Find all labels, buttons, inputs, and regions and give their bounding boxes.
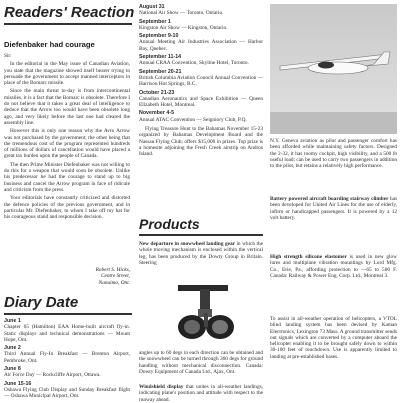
snowwheel-text: in which the whole moving mechanism is enclosed within the vertical leg, has been produced by the Dowty Group in Britain. Steering xyxy=(139,241,263,266)
products-heading: Products xyxy=(139,216,200,232)
products-paragraph-3 xyxy=(139,384,263,403)
schedule-entry xyxy=(139,33,263,52)
windshield-text: that unites in all-weather landings, indicating plane's position and attitude with respect to the runway ahead. xyxy=(139,384,263,403)
schedule-date: November 4-5 xyxy=(139,110,175,117)
readers-heading-rule xyxy=(4,23,132,25)
letter-paragraph: Your editorials have constantly criticized and distorted the defence policies of the previous government, and in particular Mr. Diefenbaker, to whom I take off my hat for his courageous stand and responsible decision. xyxy=(4,195,130,221)
snowwheel-landing-gear-photo xyxy=(148,283,258,343)
diary-entry xyxy=(4,318,130,343)
schedule-text: Annual Meeting Air Industries Association — Harbor Bay, Quebec. xyxy=(139,39,263,52)
diary-entry xyxy=(4,345,130,364)
letter-body xyxy=(4,53,130,222)
diary-heading: Diary Date xyxy=(4,294,79,311)
schedule-entry xyxy=(139,4,263,17)
snowwheel-headline: New departure in snowwheel landing gear xyxy=(139,241,235,247)
schedule-entry xyxy=(139,90,263,109)
schedule-text: Annual CRAA Convention, Skyline Hotel, Toronto. xyxy=(139,60,249,67)
schedule-entry xyxy=(139,110,263,123)
schedule-text: Canadian Aeronautics and Space Exhibition — Queen Elizabeth Hotel, Montreal. xyxy=(139,95,263,109)
letter-paragraph: However this is only one reason why the Avro Arrow was not purchased by the government; the other being that the tremendous cost of the program represented hundreds of millions of dollars of cancellation would have placed a great tax burden upon the people of Canada. xyxy=(4,128,130,160)
diary-text: Chapter 65 (Hamilton) EAA Home-built aircraft fly-in. Static displays and technical demonstrations — Mount Hope, Ont. xyxy=(4,324,130,343)
glider-photo xyxy=(270,4,397,134)
diary-heading-rule xyxy=(4,313,132,315)
schedule-text: Kingston Air Show — Kingston, Ontario. xyxy=(139,24,228,31)
vtol-paragraph: To assist in all-weather operation of helicopters, a VTOL blind landing system has been devised by Kaman Electronics, Lexington 73 Mass. A ground transmitter sends out signals which are converted by a computer aboard the helicopter enabling it to be brought safely down to within 30-100 feet of touchdown. Use is apparently limited to landing at pre-established bases. xyxy=(270,316,397,360)
schedule-date: September 1 xyxy=(139,18,171,25)
schedule-text: Annual ATAC Convention — Seigniory Club, P.Q. xyxy=(139,116,247,123)
diary-entry xyxy=(4,381,130,400)
diary-entry xyxy=(4,366,130,379)
schedule-date: October 21-23 xyxy=(139,89,175,96)
glider-illustration xyxy=(270,4,397,134)
letter-signature xyxy=(4,267,130,286)
glider-paragraph: N.Y. Geneva aviation as pilot and passenger comfort has been afforded while maintaining safety factors. Designed the 2-32, it has roomy cockpit, high visibility, and a 500 lb useful load; can be used to carry two passengers in addition to the pilot, but retains a relatively high performance. xyxy=(270,138,397,170)
signature-street: Centre Street, xyxy=(100,273,130,280)
stairway-headline: Battery powered aircraft boarding stairway climber xyxy=(270,196,389,202)
schedule-entry xyxy=(139,54,263,67)
diary-list xyxy=(4,318,130,402)
signature-city: Nanaimo, Ont. xyxy=(98,279,130,286)
silicone-paragraph xyxy=(270,254,397,279)
letter-paragraph: The then Prime Minister Diefenbaker was not willing to do this for a weapon that would soon be obsolete. Unlike his predecessor he had the courage to stand up to big business and cancel the Arrow program in face of ridicule and criticism from the press. xyxy=(4,161,130,193)
schedule-entry xyxy=(139,69,263,88)
windshield-headline: Windshield display xyxy=(139,384,184,390)
schedule-entry xyxy=(139,19,263,32)
diary-date: June 15-16 xyxy=(4,380,32,387)
diary-date: June 2 xyxy=(4,345,21,352)
readers-heading: Readers' Reaction xyxy=(4,4,135,21)
silicone-text: is used in new glow lures and multiplane vibration mountings by Lord Mfg. Co., Erie, Pa., affording protection to —65 to 500 F. Canada: Railway & Power Eng. Corp. Ltd., Montreal 3. xyxy=(270,254,398,279)
schedule-date: September 11-14 xyxy=(139,54,182,61)
schedule-date: August 31 xyxy=(139,4,165,10)
schedule-list xyxy=(139,4,263,160)
letter-paragraph: In the editorial in the May issue of Canadian Aviation, you state that the magazine showed itself bearer trying to persuade the government to accept manned interceptors in place of the Bomarc missile. xyxy=(4,61,130,87)
letter-salutation: Sir: xyxy=(4,53,12,59)
products-heading-rule xyxy=(139,234,263,236)
diary-text: Third Annual Fly-In Breakfast — Brenton Airport, Pembroke, Ont. xyxy=(4,351,130,364)
diary-text: Oshawa Flying Club Display and Sunday Breakfast flight — Oshawa Municipal Airport, Ont. xyxy=(4,386,130,400)
letter-title: Diefenbaker had courage xyxy=(4,40,95,49)
schedule-date: September 9-10 xyxy=(139,33,179,40)
landing-gear-illustration xyxy=(148,283,258,343)
silicone-headline: High strength silicone elastomer xyxy=(270,254,347,260)
schedule-date: September 20-21 xyxy=(139,68,182,75)
products-intro xyxy=(139,241,263,266)
diary-date: June 1 xyxy=(4,318,21,324)
signature-name: Robert S. Hicks, xyxy=(95,267,130,273)
stairway-text: has been developed for United Air Lines for the use of elderly, infirm or handicapped passengers. It is powered by a 12 volt battery. xyxy=(270,196,397,221)
schedule-text: National Air Show — Toronto, Ontario. xyxy=(139,10,224,17)
products-paragraph-2: angles up to 60 degs in each direction can be obtained and the snowwheel can be turned through 360 degs for ground handling without mechanical disconnection. Canada: Dowty Equipment of Canada Ltd., Ajax, Ont. xyxy=(139,350,263,375)
flying-treasure-hunt: Flying Treasure Hunt to the Bahamas November 15-23 organized by Bahamas Development Board and the Nassau Flying Club; offers $15,000 in prizes. Top prize is a homesite adjoining the Fresh Creek airstrip on Andros Island. xyxy=(139,126,263,158)
diary-text: Air Force Day — Rockcliffe Airport, Ottawa. xyxy=(4,372,101,379)
boarding-stairway-paragraph xyxy=(270,196,397,221)
diary-date: June 8 xyxy=(4,366,21,373)
letter-paragraph: Since the main threat to-day is from intercontinental missiles, it is a fact that the Bomarc is obsolete. Therefore I do not believe that it takes a great deal of intelligence to deduce that the Arrow too would have been obsolete long ago, and very likely before the last one had cleared the assembly line. xyxy=(4,88,130,126)
schedule-text: British Columbia Aviation Council Annual Convention — Harrison Hot Springs, B.C. xyxy=(139,74,263,88)
